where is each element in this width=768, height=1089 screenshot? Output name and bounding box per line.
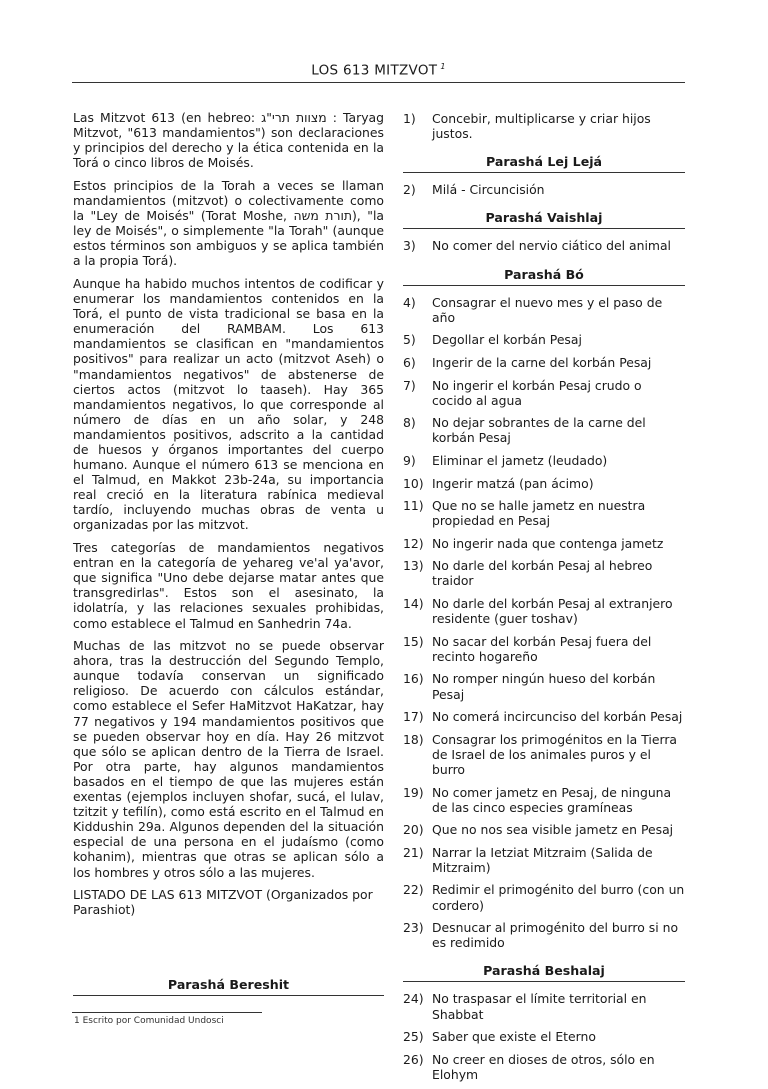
mitzvah-text: Consagrar el nuevo mes y el paso de año (432, 294, 663, 325)
mitzvah-item (403, 238, 685, 253)
mitzvah-number: 1) (403, 111, 416, 126)
mitzvah-text: No darle del korbán Pesaj al extranjero residente (guer toshav) (432, 596, 673, 627)
mitzvah-text: No comerá incircunciso del korbán Pesaj (432, 709, 683, 725)
mitzvah-number: 11) (403, 498, 424, 514)
section-title: Parashá Vaishlaj (403, 210, 685, 229)
mitzvah-item (403, 558, 685, 588)
right-column (403, 111, 685, 1089)
mitzvah-text: Concebir, multiplicarse y criar hijos justos. (432, 111, 651, 142)
mitzvot-group-bereshit (403, 111, 685, 141)
mitzvah-number: 26) (403, 1051, 424, 1067)
mitzvah-item (403, 476, 685, 491)
mitzvah-number: 9) (403, 452, 416, 468)
mitzvah-item (403, 378, 685, 408)
mitzvot-group-bo (403, 295, 685, 951)
mitzvah-item (403, 920, 685, 950)
mitzvot-group-vaishlaj (403, 238, 685, 253)
mitzvah-text: No darle del korbán Pesaj al hebreo traidor (432, 558, 653, 589)
section-title: Parashá Lej Lejá (403, 154, 685, 173)
mitzvah-number: 15) (403, 633, 424, 649)
mitzvah-text: Milá - Circuncisión (432, 182, 545, 198)
list-title: LISTADO DE LAS 613 MITZVOT (Organizados por Parashiot) (73, 887, 373, 918)
mitzvah-number: 8) (403, 415, 416, 431)
mitzvah-number: 23) (403, 920, 424, 936)
mitzvah-number: 14) (403, 596, 424, 612)
mitzvah-text: No comer jametz en Pesaj, de ninguna de las cinco especies gramíneas (432, 784, 672, 815)
categories-paragraph: Tres categorías de mandamientos negativos entran en la categoría de yehareg ve'al ya'avor, que significa "Uno debe dejarse matar antes que transgredirlas". Estos son el asesinato, la idolatría, y las relaciones sexuales prohibidas, como establece el Talmud en Sanhedrin 74a. (73, 540, 384, 631)
mitzvah-text: Narrar la Ietziat Mitzraim (Salida de Mitzraim) (432, 844, 653, 875)
mitzvah-item (403, 882, 685, 912)
section-bereshit (73, 977, 384, 996)
mitzvah-text: No ingerir nada que contenga jametz (432, 535, 664, 551)
mitzvah-item (403, 295, 685, 325)
section-title: Parashá Bereshit (73, 977, 384, 996)
mitzvah-item (403, 1052, 685, 1082)
mitzvah-number: 20) (403, 822, 424, 838)
mitzvah-text: No comer del nervio ciático del animal (432, 238, 671, 254)
mitzvah-text: Redimir el primogénito del burro (con un cordero) (432, 882, 685, 913)
mitzvah-item (403, 634, 685, 664)
mitzvah-text: Ingerir de la carne del korbán Pesaj (432, 354, 652, 370)
mitzvah-text: Consagrar los primogénitos en la Tierra de Israel de los animales puros y el burro (432, 731, 678, 777)
mitzvah-text: Saber que existe el Eterno (432, 1029, 596, 1045)
mitzvah-item (403, 536, 685, 551)
mitzvah-item (403, 671, 685, 701)
mitzvah-number: 4) (403, 294, 416, 310)
section-title: Parashá Bó (403, 267, 685, 286)
mitzvah-number: 24) (403, 991, 424, 1007)
observance-paragraph: Muchas de las mitzvot no se puede observar ahora, tras la destrucción del Segundo Templo, aunque todavía conservan un significado religioso. De acuerdo con cálculos estándar, como establece el Sefer HaMitzvot HaKatzar, hay 77 negativos y 194 mandamientos positivos que se pueden observar hoy en día. Hay 26 mitzvot que sólo se aplican dentro de la Tierra de Israel. Por otra parte, hay algunos mandamientos basados en el tiempo de que las mujeres están exentas (ejemplos incluyen shofar, sucá, el lulav, tzitzit y tefilín), como está escrito en el Talmud en Kiddushin 29a. Algunos dependen del la situación especial de una persona en el judaísmo (como kohanim), mientras que otras se aplican sólo a los hombres y otros sólo a las mujeres. (73, 638, 384, 880)
intro-paragraph: Las Mitzvot 613 (en hebreo: מצוות תרי"ג : Taryag Mitzvot, "613 mandamientos") son declaraciones y principios del derecho y la ética contenida en la Torá o cinco libros de Moisés. (73, 110, 384, 171)
mitzvah-item (403, 845, 685, 875)
torah-paragraph: Estos principios de la Torah a veces se llaman mandamientos (mitzvot) o colectivamente como la "Ley de Moisés" (Torat Moshe, תורת משה), "la ley de Moisés", o simplemente "la Torah" (aunque estos términos son ambiguos y se aplica también a la propia Torá). (73, 177, 384, 269)
mitzvah-text: Desnucar al primogénito del burro si no es redimido (432, 920, 679, 951)
mitzvah-item (403, 332, 685, 347)
mitzvah-number: 22) (403, 882, 424, 898)
mitzvah-item (403, 111, 685, 141)
mitzvah-text: Que no nos sea visible jametz en Pesaj (432, 822, 674, 838)
mitzvah-number: 7) (403, 377, 416, 393)
mitzvah-number: 10) (403, 475, 424, 491)
mitzvah-text: No traspasar el límite territorial en Shabbat (432, 991, 647, 1022)
page-title: LOS 613 MITZVOT (311, 62, 438, 79)
mitzvah-item (403, 785, 685, 815)
mitzvah-text: Que no se halle jametz en nuestra propiedad en Pesaj (432, 498, 646, 529)
mitzvah-item (403, 355, 685, 370)
section-title: Parashá Beshalaj (403, 963, 685, 982)
mitzvah-item (403, 182, 685, 197)
mitzvah-number: 5) (403, 332, 416, 348)
mitzvah-number: 12) (403, 535, 424, 551)
mitzvah-item (403, 596, 685, 626)
footnote: 1 Escrito por Comunidad Undosci (74, 1016, 224, 1026)
mitzvot-group-beshalaj (403, 991, 685, 1081)
mitzvah-text: No ingerir el korbán Pesaj crudo o cocido al agua (432, 377, 642, 408)
mitzvah-text: Eliminar el jametz (leudado) (432, 452, 608, 468)
footnote-rule (72, 1012, 262, 1013)
header-rule (72, 82, 685, 83)
mitzvah-item (403, 498, 685, 528)
mitzvah-number: 17) (403, 709, 424, 725)
mitzvah-text: No sacar del korbán Pesaj fuera del recinto hogareño (432, 633, 652, 664)
mitzvah-item (403, 732, 685, 777)
mitzvah-number: 19) (403, 784, 424, 800)
mitzvah-text: No romper ningún hueso del korbán Pesaj (432, 671, 656, 702)
mitzvah-item (403, 991, 685, 1021)
page-header (72, 62, 685, 79)
mitzvah-item (403, 415, 685, 445)
mitzvah-item (403, 822, 685, 837)
mitzvot-group-lej-leja (403, 182, 685, 197)
mitzvah-text: Ingerir matzá (pan ácimo) (432, 475, 594, 491)
mitzvah-number: 25) (403, 1029, 424, 1045)
footnote-mark: 1 (440, 62, 446, 71)
mitzvah-number: 16) (403, 671, 424, 687)
mitzvah-item (403, 1029, 685, 1044)
rambam-paragraph: Aunque ha habido muchos intentos de codificar y enumerar los mandamientos contenidos en la Torá, el punto de vista tradicional se basa en la enumeración del RAMBAM. Los 613 mandamientos se clasifican en "mandamientos positivos" para realizar un acto (mitzvot Aseh) o "mandamientos negativos" de abstenerse de ciertos actos (mitzvot lo taaseh). Hay 365 mandamientos negativos, lo que corresponde al número de días en un año solar, y 248 mandamientos positivos, adscrito a la cantidad de huesos y órganos importantes del cuerpo humano. Aunque el número 613 se menciona en el Talmud, en Makkot 23b-24a, su importancia real creció en la literatura rabínica medieval tardío, incluyendo muchas obras de venta u organizadas por las mitzvot. (73, 275, 384, 533)
mitzvah-text: Degollar el korbán Pesaj (432, 332, 582, 348)
left-column (73, 110, 384, 917)
mitzvah-number: 18) (403, 731, 424, 747)
mitzvah-number: 13) (403, 558, 424, 574)
mitzvah-number: 21) (403, 844, 424, 860)
mitzvah-number: 6) (403, 354, 416, 370)
mitzvah-number: 3) (403, 238, 416, 254)
mitzvah-text: No dejar sobrantes de la carne del korbán Pesaj (432, 415, 646, 446)
mitzvah-item (403, 709, 685, 724)
mitzvah-number: 2) (403, 182, 416, 198)
mitzvah-item (403, 453, 685, 468)
mitzvah-text: No creer en dioses de otros, sólo en Elohym (432, 1051, 655, 1082)
